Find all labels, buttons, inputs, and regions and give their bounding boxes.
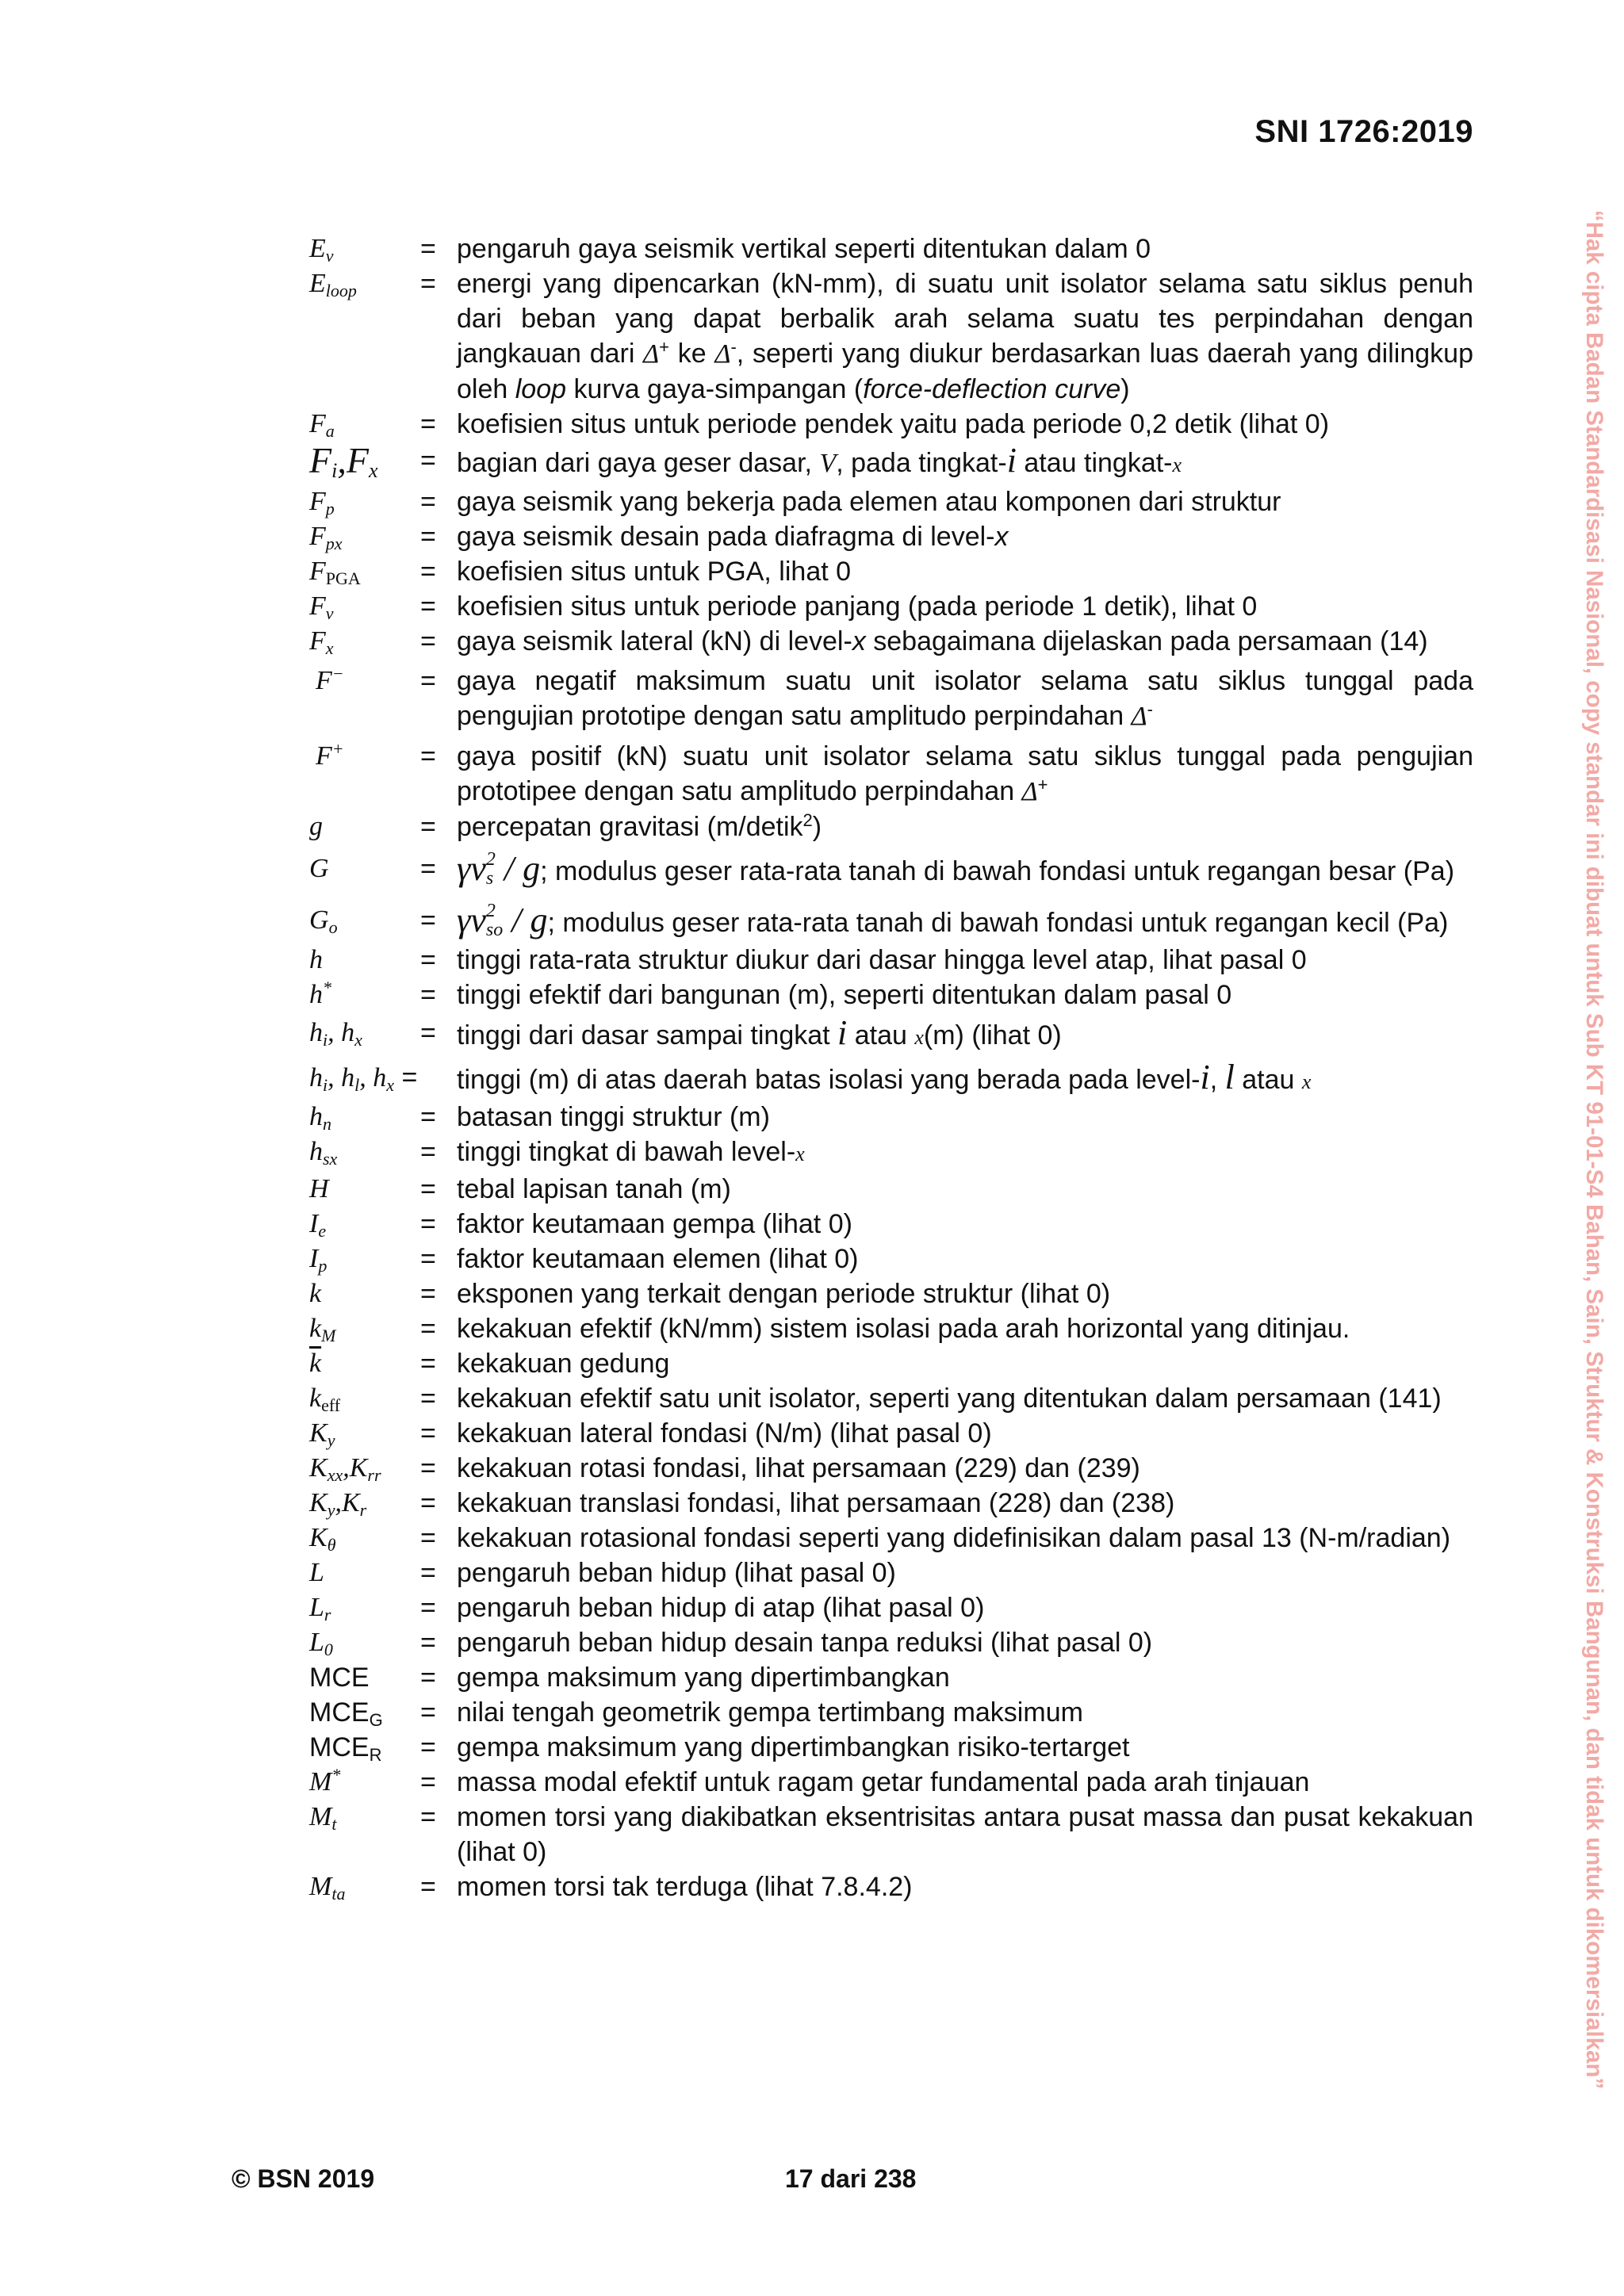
equals-sign: = (420, 1348, 436, 1379)
symbol-km: $k_M$ (309, 1313, 336, 1345)
def-row-kbar (309, 1346, 1473, 1381)
symbol-ie: $I_e$ (309, 1208, 327, 1241)
equals-sign: = (420, 1732, 436, 1762)
symbol-h: h (309, 944, 323, 974)
definition-mt: momen torsi yang diakibatkan eksentrisitas antara pusat massa dan pusat kekakuan (lihat 0) (457, 1801, 1473, 1867)
equals-sign: = (420, 1173, 436, 1204)
definition-fv: koefisien situs untuk periode panjang (pada periode 1 detik), lihat 0 (457, 591, 1258, 622)
equals-sign: = (420, 446, 436, 476)
symbol-kxx-krr: $K_{xx},K_{rr}$ (309, 1452, 381, 1485)
symbol-hn: $h_n$ (309, 1101, 331, 1134)
definition-mcer: gempa maksimum yang dipertimbangkan risiko-tertarget (457, 1732, 1130, 1762)
watermark-text: “Hak cipta Badan Standardisasi Nasional, copy standar ini dibuat untuk Sub KT 91-01-S4 Bahan, Sain, Struktur & Konstruksi Bangunan, dan tidak untuk dikomersialkan” (1581, 209, 1608, 2090)
footer-copyright: © BSN 2019 (232, 2164, 375, 2193)
def-row-fp (309, 484, 1473, 519)
def-row-fpx (309, 519, 1473, 554)
equals-sign: = (420, 522, 436, 552)
def-row-fpga (309, 554, 1473, 589)
symbol-mce: MCE (309, 1662, 370, 1693)
equals-sign: = (420, 269, 436, 299)
definition-mceg: nilai tengah geometrik gempa tertimbang maksimum (457, 1697, 1083, 1728)
equals-sign: = (420, 854, 436, 884)
notation-list (309, 232, 1473, 1904)
def-row-H (309, 1172, 1473, 1207)
def-row-fx (309, 624, 1473, 659)
symbol-fpx: $F_{px}$ (309, 522, 343, 553)
formula-gamma-vs2-g: γv 2 s / g (457, 848, 541, 889)
def-row-mstar (309, 1765, 1473, 1800)
def-row-fa (309, 407, 1473, 442)
equals-sign: = (420, 1278, 436, 1309)
definition-ky: kekakuan lateral fondasi (N/m) (lihat pasal 0) (457, 1418, 992, 1448)
def-row-k (309, 1276, 1473, 1311)
def-row-hn (309, 1100, 1473, 1135)
symbol-ky-kr: $K_y,K_r$ (309, 1487, 367, 1520)
equals-sign: = (420, 1383, 436, 1414)
definition-hi-hx: tinggi dari dasar sampai tingkat i atau x(m) (lihat 0) (457, 1012, 1062, 1052)
symbol-G: G (309, 854, 329, 883)
def-row-Go (309, 902, 1473, 943)
equals-sign: = (420, 1313, 436, 1344)
def-row-ktheta (309, 1521, 1473, 1556)
def-row-km (309, 1311, 1473, 1346)
symbol-mceg: $MCE_G$ (309, 1697, 383, 1730)
def-row-fi-fx (309, 442, 1473, 484)
definition-L: pengaruh beban hidup (lihat pasal 0) (457, 1557, 896, 1588)
definition-k-bar: kekakuan gedung (457, 1348, 670, 1379)
def-row-ie (309, 1207, 1473, 1242)
formula-gamma-vso2-g: γv 2 so / g (457, 900, 548, 940)
symbol-Go: $G_o$ (309, 905, 338, 937)
symbol-k: k (309, 1278, 322, 1308)
def-row-l0 (309, 1625, 1473, 1660)
definition-fi-fx: bagian dari gaya geser dasar, V, pada tingkat-i atau tingkat-x (457, 441, 1182, 480)
equals-spacer (420, 1060, 457, 1100)
equals-sign: = (420, 1101, 436, 1132)
symbol-fa: $F_a$ (309, 409, 335, 441)
document-code: SNI 1726:2019 (1254, 114, 1473, 149)
equals-sign: = (420, 1766, 436, 1797)
equals-sign: = (420, 905, 436, 936)
def-row-mce (309, 1660, 1473, 1695)
equals-sign: = (420, 1557, 436, 1588)
definition-ie: faktor keutamaan gempa (lihat 0) (457, 1208, 852, 1239)
def-row-hi-hx (309, 1012, 1473, 1055)
def-row-mta (309, 1869, 1473, 1904)
equals-sign: = (420, 626, 436, 656)
symbol-mcer: $MCE_R$ (309, 1732, 382, 1765)
definition-km: kekakuan efektif (kN/mm) sistem isolasi pada arah horizontal yang ditinjau. (457, 1313, 1350, 1344)
definition-lr: pengaruh beban hidup di atap (lihat pasal 0) (457, 1592, 985, 1623)
definition-fa: koefisien situs untuk periode pendek yaitu pada periode 0,2 detik (lihat 0) (457, 409, 1330, 439)
def-row-eloop (309, 266, 1473, 407)
definition-k-theta: kekakuan rotasional fondasi seperti yang didefinisikan dalam pasal 13 (N-m/radian) (457, 1522, 1451, 1553)
equals-sign: = (420, 1627, 436, 1658)
symbol-fpga: $F_{PGA}$ (309, 557, 361, 588)
definition-ip: faktor keutamaan elemen (lihat 0) (457, 1243, 859, 1274)
definition-fx: gaya seismik lateral (kN) di level-x sebagaimana dijelaskan pada persamaan (14) (457, 626, 1428, 656)
def-row-fminus (309, 664, 1473, 734)
equals-sign: = (420, 1871, 436, 1902)
equals-sign: = (420, 1208, 436, 1239)
symbol-k-theta: $K_\theta$ (309, 1522, 336, 1555)
definition-ky-kr: kekakuan translasi fondasi, lihat persamaan (228) dan (238) (457, 1487, 1175, 1518)
symbol-L: L (309, 1557, 324, 1587)
copyright-watermark (1578, 55, 1610, 2244)
def-row-hi-hl-hx (309, 1057, 1473, 1100)
def-row-mcer (309, 1730, 1473, 1765)
definition-keff: kekakuan efektif satu unit isolator, seperti yang ditentukan dalam persamaan (141) (457, 1383, 1442, 1414)
symbol-fp: $F_p$ (309, 487, 335, 519)
def-row-lr (309, 1590, 1473, 1625)
equals-sign: = (420, 812, 436, 842)
symbol-ip: $I_p$ (309, 1243, 327, 1276)
definition-l0: pengaruh beban hidup desain tanpa reduksi (lihat pasal 0) (457, 1627, 1153, 1658)
definition-g: percepatan gravitasi (m/detik$^2$) (457, 810, 822, 842)
definition-h-star: tinggi efektif dari bangunan (m), seperti ditentukan dalam pasal 0 (457, 979, 1232, 1010)
definition-f-minus: gaya negatif maksimum suatu unit isolator selama satu siklus tunggal pada pengujian prototipe dengan satu amplitudo perpindahan Δ- (457, 666, 1473, 731)
def-row-mt (309, 1800, 1473, 1869)
equals-sign: = (420, 557, 436, 587)
def-row-keff (309, 1381, 1473, 1416)
definition-kxx-krr: kekakuan rotasi fondasi, lihat persamaan (229) dan (239) (457, 1452, 1140, 1483)
definition-hsx: tinggi tingkat di bawah level-x (457, 1136, 805, 1167)
definition-fp: gaya seismik yang bekerja pada elemen atau komponen dari struktur (457, 487, 1281, 517)
definition-hn: batasan tinggi struktur (m) (457, 1101, 770, 1132)
symbol-lr: $L_r$ (309, 1592, 331, 1624)
symbol-hsx: $h_{sx}$ (309, 1136, 338, 1169)
symbol-keff: $k_{eff}$ (309, 1383, 341, 1415)
equals-sign: = (420, 944, 436, 975)
equals-sign: = (420, 1487, 436, 1518)
symbol-f-minus: F− (316, 664, 344, 695)
def-row-ip (309, 1242, 1473, 1276)
equals-sign: = (420, 741, 436, 771)
equals-sign: = (420, 234, 436, 264)
symbol-k-bar: $\overline{k}$ (309, 1348, 322, 1378)
def-row-h (309, 943, 1473, 978)
equals-sign: = (420, 1801, 436, 1832)
symbol-eloop: $E_{loop}$ (309, 269, 357, 300)
symbol-fi-fx: $F_i,F_x$ (309, 440, 378, 482)
equals-sign: = (420, 409, 436, 439)
def-row-G (309, 848, 1473, 891)
def-row-hstar (309, 978, 1473, 1012)
definition-fpga: koefisien situs untuk PGA, lihat 0 (457, 557, 852, 587)
definition-Go: γv 2 so / g; modulus geser rata-rata tanah di bawah fondasi untuk regangan kecil (Pa) (457, 900, 1449, 940)
def-row-hsx (309, 1135, 1473, 1172)
def-row-g (309, 809, 1473, 844)
equals-sign: = (420, 1452, 436, 1483)
equals-sign: = (420, 1136, 436, 1167)
equals-sign: = (420, 1662, 436, 1693)
symbol-fx: $F_x$ (309, 626, 334, 658)
symbol-m-star: M* (309, 1764, 341, 1797)
definition-mce: gempa maksimum yang dipertimbangkan (457, 1662, 950, 1693)
definition-hi-hl-hx: tinggi (m) di atas daerah batas isolasi yang berada pada level-i, l atau x (457, 1057, 1312, 1096)
equals-sign: = (420, 979, 436, 1010)
symbol-hi-hl-hx: $h_i$, $h_l$, $h_x$ = (309, 1062, 418, 1095)
symbol-ky: $K_y$ (309, 1418, 335, 1450)
def-row-ky-kr (309, 1486, 1473, 1521)
symbol-mt: $M_t$ (309, 1801, 337, 1834)
equals-sign: = (420, 1418, 436, 1448)
definition-ev: pengaruh gaya seismik vertikal seperti ditentukan dalam 0 (457, 234, 1151, 264)
definition-h: tinggi rata-rata struktur diukur dari dasar hingga level atap, lihat pasal 0 (457, 944, 1307, 975)
definition-H: tebal lapisan tanah (m) (457, 1173, 731, 1204)
equals-sign: = (420, 1522, 436, 1553)
definition-mta: momen torsi tak terduga (lihat 7.8.4.2) (457, 1871, 913, 1902)
def-row-ev (309, 232, 1473, 266)
definition-k: eksponen yang terkait dengan periode struktur (lihat 0) (457, 1278, 1111, 1309)
page-number: 17 dari 238 (785, 2164, 917, 2193)
symbol-h-star: h* (309, 977, 331, 1009)
symbol-l0: $L_0$ (309, 1627, 333, 1659)
definition-G: γv 2 s / g; modulus geser rata-rata tanah di bawah fondasi untuk regangan besar (Pa) (457, 848, 1455, 889)
equals-sign: = (420, 666, 436, 696)
symbol-mta: $M_{ta}$ (309, 1871, 346, 1904)
symbol-H: H (309, 1173, 329, 1203)
def-row-mceg (309, 1695, 1473, 1730)
equals-sign: = (420, 1017, 436, 1048)
equals-sign: = (420, 591, 436, 622)
equals-sign: = (420, 487, 436, 517)
symbol-ev: $E_v$ (309, 234, 334, 266)
definition-f-plus: gaya positif (kN) suatu unit isolator selama satu siklus tunggal pada pengujian prototipee dengan satu amplitudo perpindahan Δ+ (457, 741, 1473, 806)
symbol-hi-hx: $h_i$, $h_x$ (309, 1017, 362, 1050)
def-row-kxx-krr (309, 1451, 1473, 1486)
symbol-g: g (309, 812, 323, 841)
symbol-f-plus: F+ (316, 739, 344, 771)
def-row-fplus (309, 739, 1473, 809)
definition-fpx: gaya seismik desain pada diafragma di level-x (457, 522, 1009, 552)
symbol-fv: $F_v$ (309, 591, 334, 623)
equals-sign: = (420, 1243, 436, 1274)
def-row-fv (309, 589, 1473, 624)
equals-sign: = (420, 1697, 436, 1728)
def-row-L (309, 1556, 1473, 1590)
equals-sign: = (420, 1592, 436, 1623)
definition-m-star: massa modal efektif untuk ragam getar fundamental pada arah tinjauan (457, 1766, 1310, 1797)
def-row-ky (309, 1416, 1473, 1451)
definition-eloop: energi yang dipencarkan (kN-mm), di suatu unit isolator selama satu siklus penuh dari beban yang dapat berbalik arah selama suatu tes perpindahan dengan jangkauan dari Δ+ ke Δ-, seperti yang diukur berdasarkan luas daerah yang dilingkup oleh loop kurva gaya-simpangan (force-deflection curve) (457, 269, 1473, 404)
